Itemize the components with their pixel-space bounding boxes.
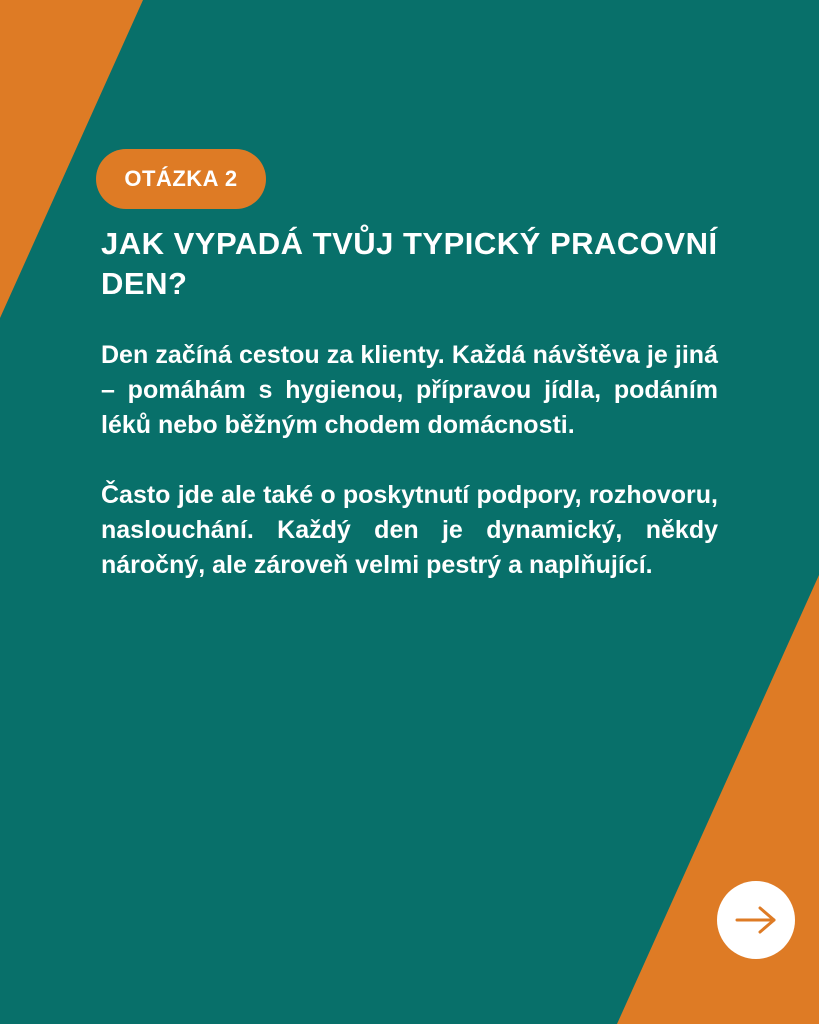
arrow-right-icon (734, 905, 778, 935)
next-slide-button[interactable] (717, 881, 795, 959)
badge-label: OTÁZKA 2 (124, 166, 238, 191)
bottom-right-orange-shape (617, 575, 819, 1024)
question-heading: JAK VYPADÁ TVŮJ TYPICKÝ PRACOVNÍ DEN? (101, 226, 718, 301)
answer-text (101, 338, 718, 583)
question-number-badge (96, 149, 266, 209)
answer-paragraph-2: Často jde ale také o poskytnutí podpory, rozhovoru, naslouchání. Každý den je dynamický, někdy náročný, ale zároveň velmi pestrý a naplňující. (101, 481, 718, 579)
answer-paragraph-1: Den začíná cestou za klienty. Každá návštěva je jiná – pomáhám s hygienou, přípravou jídla, podáním léků nebo běžným chodem domácnosti. (101, 341, 718, 439)
